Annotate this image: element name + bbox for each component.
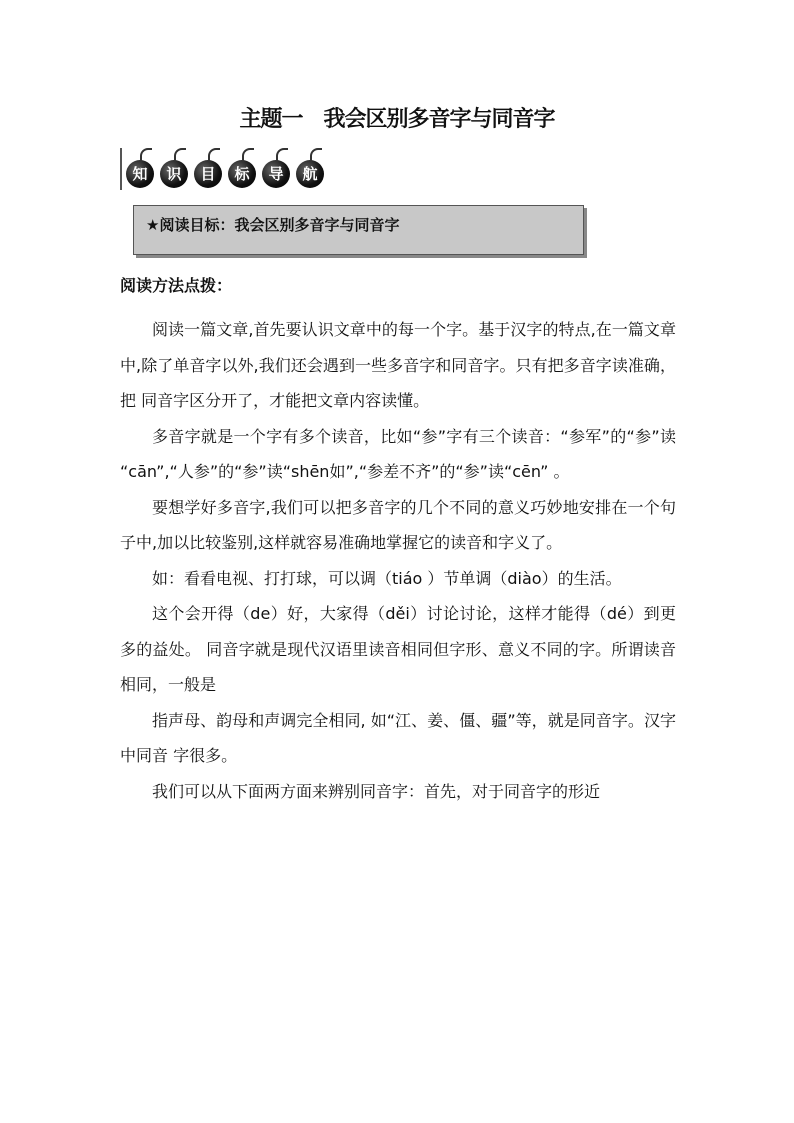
banner-bar	[120, 148, 122, 190]
paragraph: 多音字就是一个字有多个读音，比如“参”字有三个读音：“参军”的“参”读 “cān”,“人参”的“参”读“shēn如”,“参差不齐”的“参”读“cēn” 。	[120, 426, 676, 481]
bomb-fuse-icon	[208, 148, 220, 162]
banner-badge	[296, 160, 324, 188]
banner-char: 识	[166, 165, 182, 183]
page-title: 主题一 我会区别多音字与同音字	[239, 107, 555, 132]
body-text	[120, 312, 676, 809]
paragraph: 指声母、韵母和声调完全相同, 如“江、姜、僵、疆”等，就是同音字。汉字中同音 字很多。	[120, 710, 676, 765]
banner-badge	[160, 160, 188, 188]
bomb-fuse-icon	[174, 148, 186, 162]
bomb-fuse-icon	[276, 148, 288, 162]
paragraph: 阅读一篇文章,首先要认识文章中的每一个字。基于汉字的特点,在一篇文章中,除了单音字以外,我们还会遇到一些多音字和同音字。只有把多音字读准确，把 同音字区分开了，才能把文章内容读懂。	[120, 320, 676, 410]
banner-char: 目	[200, 165, 216, 183]
section-heading: 阅读方法点拨：	[120, 276, 233, 295]
banner-char: 标	[234, 165, 250, 183]
banner-badge	[262, 160, 290, 188]
banner-badge	[228, 160, 256, 188]
banner-char: 航	[302, 165, 318, 183]
reading-goal-box: ★阅读目标：我会区别多音字与同音字	[133, 205, 584, 255]
knowledge-goal-banner	[120, 148, 324, 190]
banner-badge	[194, 160, 222, 188]
bomb-fuse-icon	[310, 148, 322, 162]
banner-char: 知	[132, 165, 148, 183]
paragraph: 要想学好多音字,我们可以把多音字的几个不同的意义巧妙地安排在一个句子中,加以比较鉴别,这样就容易准确地掌握它的读音和字义了。	[120, 497, 676, 552]
paragraph: 我们可以从下面两方面来辨别同音字：首先，对于同音字的形近	[152, 781, 601, 801]
banner-char: 导	[268, 165, 284, 183]
bomb-fuse-icon	[140, 148, 152, 162]
banner-badge	[126, 160, 154, 188]
paragraph: 这个会开得（de）好，大家得（děi）讨论讨论，这样才能得（dé）到更多的益处。 同音字就是现代汉语里读音相同但字形、意义不同的字。所谓读音相同，一般是	[120, 604, 676, 694]
bomb-fuse-icon	[242, 148, 254, 162]
paragraph: 如：看看电视、打打球，可以调（tiáo ）节单调（diào）的生活。	[152, 568, 622, 588]
